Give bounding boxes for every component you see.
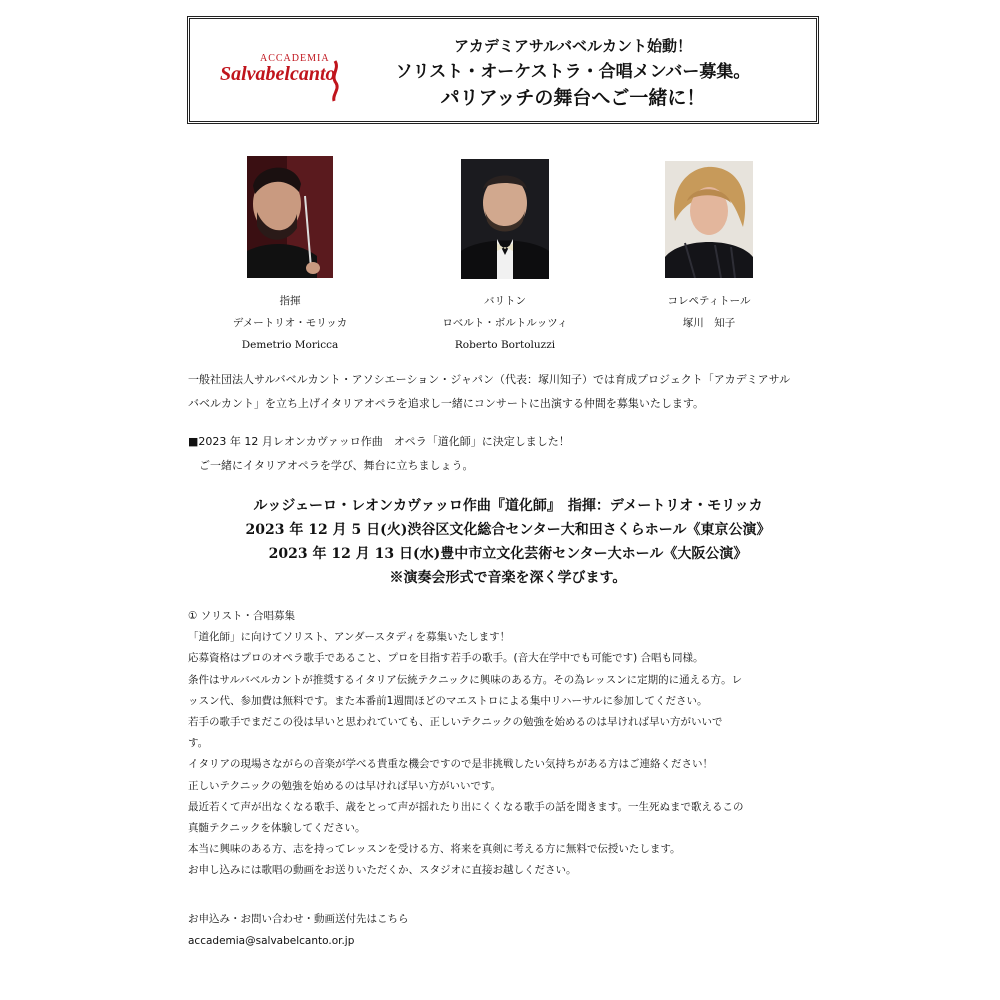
header-box	[187, 16, 819, 124]
recruit-section	[188, 606, 828, 882]
intro-line-1: 一般社団法人サルバベルカント・アソシエーション・ジャパン（代表：塚川知子）では育成プロジェクト「アカデミアサル	[188, 373, 791, 386]
conductor-role: 指揮	[279, 295, 301, 307]
concert-line-2: 2023 年 12 月 5 日(火)渋谷区文化総合センター大和田さくらホール《東京公演》	[245, 522, 771, 538]
intro-line-2: バベルカント」を立ち上げイタリアオペラを追求し一緒にコンサートに出演する仲間を募集いたします。	[188, 397, 705, 410]
headline-line-3: パリアッチの舞台へご一緒に！	[440, 87, 706, 109]
headline-line-2: ソリスト・オーケストラ・合唱メンバー募集。	[395, 62, 751, 82]
recruit-line: お申し込みには歌唱の動画をお送りいただくか、スタジオに直接お越しください。	[188, 864, 577, 877]
conductor-name-ja: デメートリオ・モリッカ	[232, 317, 348, 329]
recruit-line: イタリアの現場さながらの音楽が学べる貴重な機会ですので是非挑戦したい気持ちがある方はご連絡ください！	[188, 758, 713, 771]
intro-paragraph	[188, 368, 828, 416]
contact-label: お申込み・お問い合わせ・動画送付先はこちら	[188, 913, 409, 925]
concert-line-1: ルッジェーロ・レオンカヴァッロ作曲『道化師』 指揮：デメートリオ・モリッカ	[253, 498, 763, 514]
concert-info	[188, 494, 828, 590]
recruit-line: 最近若くて声が出なくなる歌手、歳をとって声が揺れたり出にくくなる歌手の話を聞きます。一生死ぬまで歌えるこの	[188, 800, 744, 813]
recruit-heading: ① ソリスト・合唱募集	[188, 610, 296, 622]
announce-line-2: ご一緒にイタリアオペラを学び、舞台に立ちましょう。	[188, 459, 474, 472]
baritone-caption	[415, 290, 595, 356]
contact-email-link[interactable]: accademia@salvabelcanto.or.jp	[188, 935, 355, 947]
concert-line-4: ※演奏会形式で音楽を深く学びます。	[389, 570, 627, 586]
recruit-line: 応募資格はプロのオペラ歌手であること、プロを目指す若手の歌手。(音大在学中でも可能です) 合唱も同様。	[188, 652, 704, 665]
baritone-name-en: Roberto Bortoluzzi	[454, 339, 556, 351]
baritone-name-ja: ロベルト・ボルトルッツィ	[442, 317, 568, 329]
recruit-line: 若手の歌手でまだこの役は早いと思われていても、正しいテクニックの勉強を始めるのは早ければ早い方がいいで	[188, 716, 723, 729]
coach-name-ja: 塚川 知子	[682, 317, 736, 329]
logo-main-text: Salvabelcanto	[220, 63, 336, 85]
contact-section	[188, 908, 409, 952]
concert-line-3: 2023 年 12 月 13 日(水)豊中市立文化芸術センター大ホール《大阪公演》	[268, 546, 748, 562]
recruit-line: 真髄テクニックを体験してください。	[188, 822, 366, 835]
recruit-line: ッスン代、参加費は無料です。また本番前1週間ほどのマエストロによる集中リハーサルに参加してください。	[188, 694, 708, 707]
header-headline	[340, 33, 806, 111]
recruit-line: す。	[188, 737, 209, 750]
headline-line-1: アカデミアサルバベルカント始動！	[453, 37, 693, 55]
baritone-photo	[461, 159, 549, 279]
conductor-caption	[200, 290, 380, 356]
conductor-photo	[247, 156, 333, 278]
recruit-line: 本当に興味のある方、志を持ってレッスンを受ける方、将来を真剣に考える方に無料で伝授いたします。	[188, 843, 681, 856]
recruit-line: 正しいテクニックの勉強を始めるのは早ければ早い方がいいです。	[188, 779, 502, 792]
recruit-line: 条件はサルバベルカントが推奨するイタリア伝統テクニックに興味のある方。その為レッスンに定期的に通える方。レ	[188, 673, 743, 686]
coach-caption	[619, 290, 799, 334]
coach-photo	[665, 161, 753, 278]
logo-top-text: ACCADEMIA	[260, 53, 330, 64]
coach-role: コレペティトール	[667, 295, 751, 307]
baritone-role: バリトン	[484, 295, 526, 307]
announce-paragraph	[188, 430, 828, 478]
recruit-line: 「道化師」に向けてソリスト、アンダースタディを募集いたします！	[188, 631, 511, 644]
logo	[220, 53, 340, 103]
announce-line-1: ■2023 年 12 月レオンカヴァッロ作曲 オペラ「道化師」に決定しました！	[188, 435, 570, 448]
conductor-name-en: Demetrio Moricca	[241, 339, 339, 351]
